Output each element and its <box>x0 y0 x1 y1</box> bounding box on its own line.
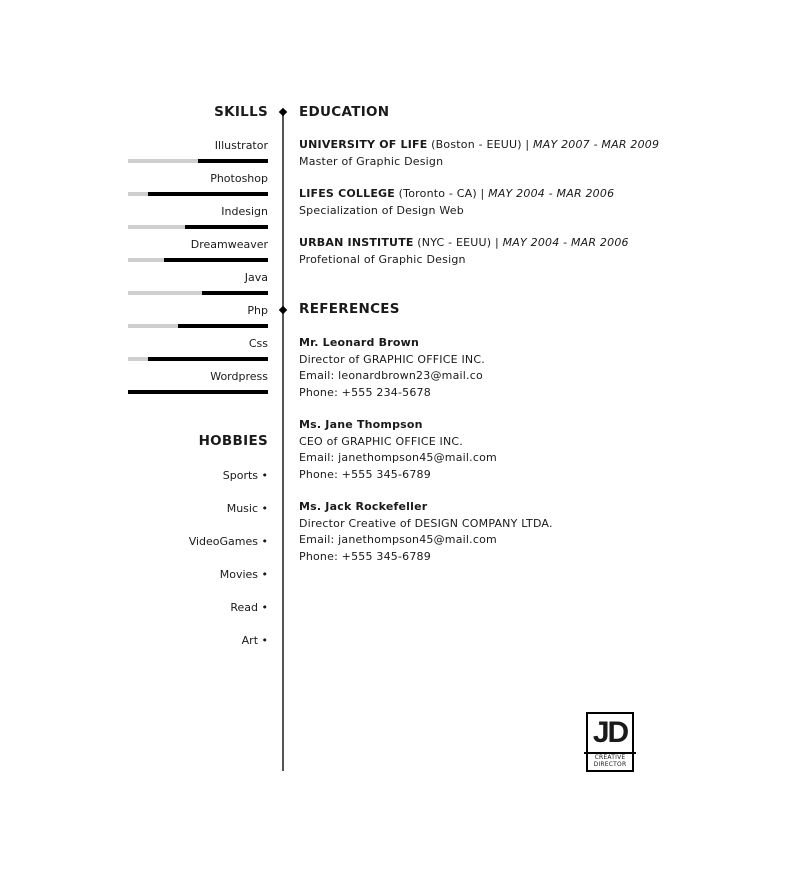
reference-name: Mr. Leonard Brown <box>299 336 419 349</box>
reference-email: Email: janethompson45@mail.com <box>299 533 497 546</box>
reference-role: Director Creative of DESIGN COMPANY LTDA. <box>299 516 553 530</box>
education-marker-icon <box>279 108 287 116</box>
degree: Master of Graphic Design <box>299 154 444 168</box>
skill-label: Php <box>247 304 268 317</box>
education-dates: MAY 2004 - MAR 2006 <box>502 236 629 249</box>
skill-bar-fill <box>148 192 268 196</box>
skill-bar <box>128 159 268 163</box>
skill-label: Dreamweaver <box>190 238 268 251</box>
hobby-item: VideoGames • <box>188 535 268 548</box>
reference-role: CEO of GRAPHIC OFFICE INC. <box>299 434 463 448</box>
skill-label: Java <box>244 271 268 284</box>
skill-label: Indesign <box>221 205 268 218</box>
education-heading-line <box>299 186 614 203</box>
reference-phone: Phone: +555 345-6789 <box>299 549 431 563</box>
reference-entry <box>299 417 497 483</box>
education-heading-line <box>299 235 629 252</box>
hobby-item: Movies • <box>219 568 268 581</box>
hobby-item: Art • <box>241 634 268 647</box>
institution-location: (Toronto - CA) | <box>394 187 489 200</box>
degree: Profetional of Graphic Design <box>299 252 466 266</box>
hobby-item: Music • <box>226 502 268 515</box>
education-entry <box>299 235 629 268</box>
skill-bar-fill <box>164 258 268 262</box>
jd-logo <box>586 712 634 772</box>
education-heading-line <box>299 137 659 154</box>
institution-name: UNIVERSITY OF LIFE <box>299 138 428 151</box>
skill-bar <box>128 225 268 229</box>
skills-title: SKILLS <box>214 104 268 120</box>
hobbies-title: HOBBIES <box>198 433 268 449</box>
skill-bar-fill <box>202 291 268 295</box>
reference-phone: Phone: +555 234-5678 <box>299 385 431 399</box>
timeline-divider <box>282 112 284 771</box>
skill-bar <box>128 357 268 361</box>
skill-bar <box>128 324 268 328</box>
reference-role: Director of GRAPHIC OFFICE INC. <box>299 352 485 366</box>
reference-entry <box>299 499 553 565</box>
institution-location: (NYC - EEUU) | <box>413 236 503 249</box>
reference-email: Email: janethompson45@mail.com <box>299 451 497 464</box>
skill-bar <box>128 258 268 262</box>
skill-bar-fill <box>148 357 268 361</box>
skill-bar <box>128 192 268 196</box>
education-dates: MAY 2007 - MAR 2009 <box>533 138 660 151</box>
reference-name: Ms. Jack Rockefeller <box>299 500 428 513</box>
education-entry <box>299 186 614 219</box>
references-marker-icon <box>279 306 287 314</box>
institution-location: (Boston - EEUU) | <box>427 138 534 151</box>
education-dates: MAY 2004 - MAR 2006 <box>488 187 615 200</box>
skill-label: Photoshop <box>210 172 268 185</box>
institution-name: LIFES COLLEGE <box>299 187 395 200</box>
reference-entry <box>299 335 485 401</box>
logo-subtitle-line1: CREATIVE <box>594 754 626 761</box>
skill-label: Illustrator <box>214 139 268 152</box>
logo-initials: JD <box>592 716 628 749</box>
education-entry <box>299 137 659 170</box>
hobby-item: Read • <box>230 601 268 614</box>
degree: Specialization of Design Web <box>299 203 464 217</box>
reference-phone: Phone: +555 345-6789 <box>299 467 431 481</box>
logo-subtitle-line2: DIRECTOR <box>593 761 627 768</box>
skill-bar-fill <box>128 390 268 394</box>
skill-bar-fill <box>198 159 268 163</box>
skill-bar-fill <box>185 225 268 229</box>
hobby-item: Sports • <box>222 469 268 482</box>
reference-name: Ms. Jane Thompson <box>299 418 423 431</box>
reference-email: Email: leonardbrown23@mail.co <box>299 369 483 382</box>
education-title: EDUCATION <box>299 104 390 120</box>
skill-bar-fill <box>178 324 268 328</box>
skill-bar <box>128 291 268 295</box>
references-title: REFERENCES <box>299 301 400 317</box>
skill-label: Css <box>248 337 268 350</box>
skill-label: Wordpress <box>210 370 268 383</box>
institution-name: URBAN INSTITUTE <box>299 236 414 249</box>
skill-bar <box>128 390 268 394</box>
